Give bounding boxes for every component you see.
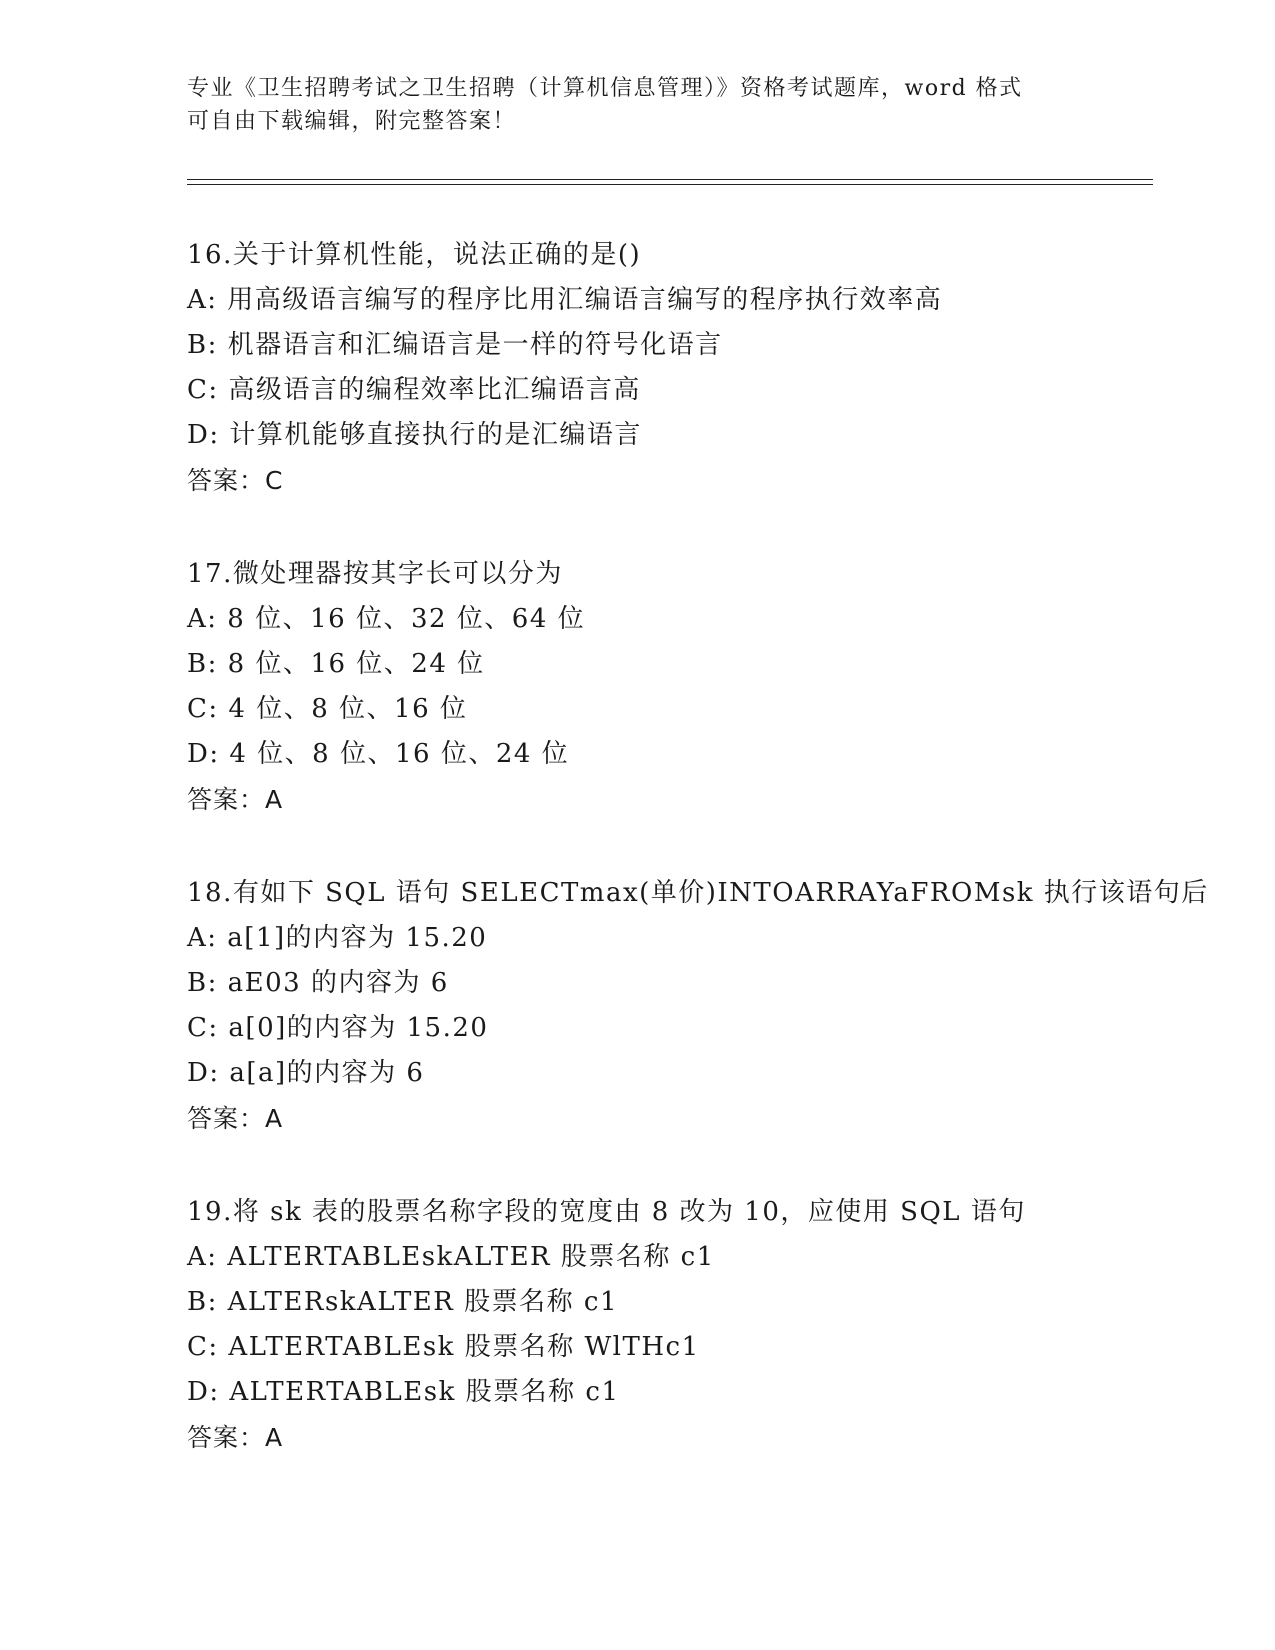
option-a: A: ALTERTABLEskALTER 股票名称 c1	[187, 1242, 715, 1272]
answer: 答案：A	[187, 1423, 284, 1452]
answer: 答案：C	[187, 466, 284, 495]
question-stem: 16.关于计算机性能，说法正确的是()	[187, 240, 642, 270]
header-line-1: 专业《卫生招聘考试之卫生招聘（计算机信息管理）》资格考试题库，word 格式	[187, 76, 1023, 101]
option-a: A: 8 位、16 位、32 位、64 位	[187, 604, 586, 634]
option-b: B: 机器语言和汇编语言是一样的符号化语言	[187, 330, 723, 360]
option-d: D: a[a]的内容为 6	[187, 1058, 425, 1088]
option-b: B: ALTERskALTER 股票名称 c1	[187, 1287, 619, 1317]
option-c: C: a[0]的内容为 15.20	[187, 1013, 489, 1043]
option-a: A: a[1]的内容为 15.20	[187, 923, 488, 953]
option-d: D: 4 位、8 位、16 位、24 位	[187, 739, 570, 769]
question-16	[187, 233, 1187, 503]
header-divider-bottom	[187, 184, 1153, 185]
option-c: C: ALTERTABLEsk 股票名称 WlTHc1	[187, 1332, 700, 1362]
option-c: C: 4 位、8 位、16 位	[187, 694, 468, 724]
document-header	[187, 72, 1087, 138]
answer: 答案：A	[187, 785, 284, 814]
question-stem: 17.微处理器按其字长可以分为	[187, 559, 563, 589]
answer: 答案：A	[187, 1104, 284, 1133]
option-d: D: 计算机能够直接执行的是汇编语言	[187, 420, 642, 450]
question-18	[187, 871, 1209, 1141]
question-17	[187, 552, 1187, 822]
option-b: B: aE03 的内容为 6	[187, 968, 449, 998]
question-stem: 19.将 sk 表的股票名称字段的宽度由 8 改为 10，应使用 SQL 语句	[187, 1197, 1026, 1227]
option-a: A: 用高级语言编写的程序比用汇编语言编写的程序执行效率高	[187, 285, 943, 315]
question-19	[187, 1190, 1187, 1460]
option-d: D: ALTERTABLEsk 股票名称 c1	[187, 1377, 620, 1407]
option-c: C: 高级语言的编程效率比汇编语言高	[187, 375, 641, 405]
header-line-2: 可自由下载编辑，附完整答案！	[187, 109, 517, 134]
header-divider-top	[187, 179, 1153, 180]
question-stem: 18.有如下 SQL 语句 SELECTmax(单价)INTOARRAYaFROMsk 执行该语句后	[187, 878, 1209, 908]
option-b: B: 8 位、16 位、24 位	[187, 649, 485, 679]
